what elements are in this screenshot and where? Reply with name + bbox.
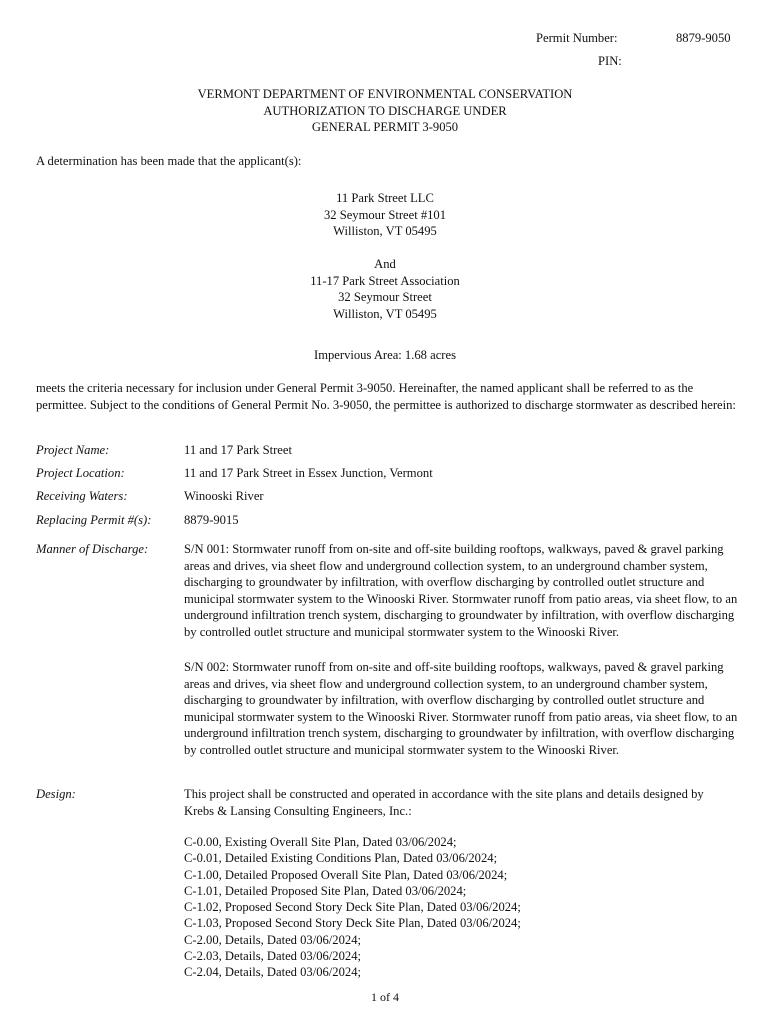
applicant-1-city: Williston, VT 05495 [333,224,437,238]
replacing-permit-value: 8879-9015 [184,513,239,527]
applicant-1-name: 11 Park Street LLC [336,191,434,205]
impervious-area: Impervious Area: 1.68 acres [314,348,456,362]
applicant-2-street: 32 Seymour Street [338,290,432,304]
project-name-label: Project Name: [36,443,110,457]
permit-number-value: 8879-9050 [676,31,731,45]
title-line-2: AUTHORIZATION TO DISCHARGE UNDER [263,103,507,118]
design-label: Design: [36,787,76,801]
plan-item: C-0.01, Detailed Existing Conditions Plan, Dated 03/06/2024; [184,851,498,866]
receiving-waters-label: Receiving Waters: [36,489,128,503]
plan-item: C-1.03, Proposed Second Story Deck Site Plan, Dated 03/06/2024; [184,916,521,931]
applicant-1-street: 32 Seymour Street #101 [323,207,447,222]
applicant-2-name: 11-17 Park Street Association [310,273,460,288]
plan-item: C-2.04, Details, Dated 03/06/2024; [184,965,361,980]
plan-item: C-1.01, Detailed Proposed Site Plan, Dated 03/06/2024; [184,883,467,898]
and-text: And [374,257,396,271]
plan-item: C-2.03, Details, Dated 03/06/2024; [184,949,361,964]
permit-number-label: Permit Number: [536,31,618,45]
plan-item: C-1.02, Proposed Second Story Deck Site Plan, Dated 03/06/2024; [184,900,521,915]
replacing-permit-label: Replacing Permit #(s): [36,513,152,527]
title-line-1: VERMONT DEPARTMENT OF ENVIRONMENTAL CONSERVATION [197,87,573,101]
project-location-label: Project Location: [36,466,125,480]
criteria-paragraph: meets the criteria necessary for inclusion under General Permit 3-9050. Hereinafter, the named applicant shall be referred to as the permittee. Subject to the conditions of General Permit No. 3-9050, the permittee is authorized to discharge stormwater as described herein: [36,381,736,412]
receiving-waters-value: Winooski River [184,489,264,503]
title-line-3: GENERAL PERMIT 3-9050 [311,120,459,134]
plan-item: C-2.00, Details, Dated 03/06/2024; [184,932,361,947]
sn-001-description: S/N 001: Stormwater runoff from on-site and off-site building rooftops, walkways, paved & gravel parking areas and drives, via sheet flow and underground collection system, to an underground chamber system, discharging to groundwater by infiltration, with overflow discharging by controlled outlet structure and municipal stormwater system to the Winooski River. Stormwater runoff from patio areas, via sheet flow, to an underground infiltration trench system, discharging to groundwater by infiltration, with overflow discharging by controlled outlet structure and municipal stormwater system to the Winooski River. [184,542,738,639]
design-description: This project shall be constructed and operated in accordance with the site plans and details designed by Krebs & Lansing Consulting Engineers, Inc.: [184,787,704,818]
plan-item: C-1.00, Detailed Proposed Overall Site Plan, Dated 03/06/2024; [184,867,508,882]
plan-item: C-0.00, Existing Overall Site Plan, Dated 03/06/2024; [184,835,457,849]
applicant-2 [0,256,770,322]
manner-of-discharge-label: Manner of Discharge: [36,542,149,556]
sn-002-description: S/N 002: Stormwater runoff from on-site and off-site building rooftops, walkways, paved & gravel parking areas and drives, via sheet flow and underground collection system, to an underground chamber system, discharging to groundwater by infiltration, with overflow discharging by controlled outlet structure and municipal stormwater system to the Winooski River. Stormwater runoff from patio areas, via sheet flow, to an underground infiltration trench system, discharging to groundwater by infiltration, with overflow discharging by controlled outlet structure and municipal stormwater system to the Winooski River. [184,660,738,757]
project-name-value: 11 and 17 Park Street [184,443,292,457]
applicant-2-city: Williston, VT 05495 [333,306,437,321]
document-title [0,86,770,136]
applicant-1 [0,190,770,240]
project-location-value: 11 and 17 Park Street in Essex Junction, Vermont [184,466,433,480]
page-number: 1 of 4 [371,990,399,1004]
pin-label: PIN: [598,54,622,68]
intro-text: A determination has been made that the applicant(s): [36,154,302,168]
plan-list [184,834,521,981]
